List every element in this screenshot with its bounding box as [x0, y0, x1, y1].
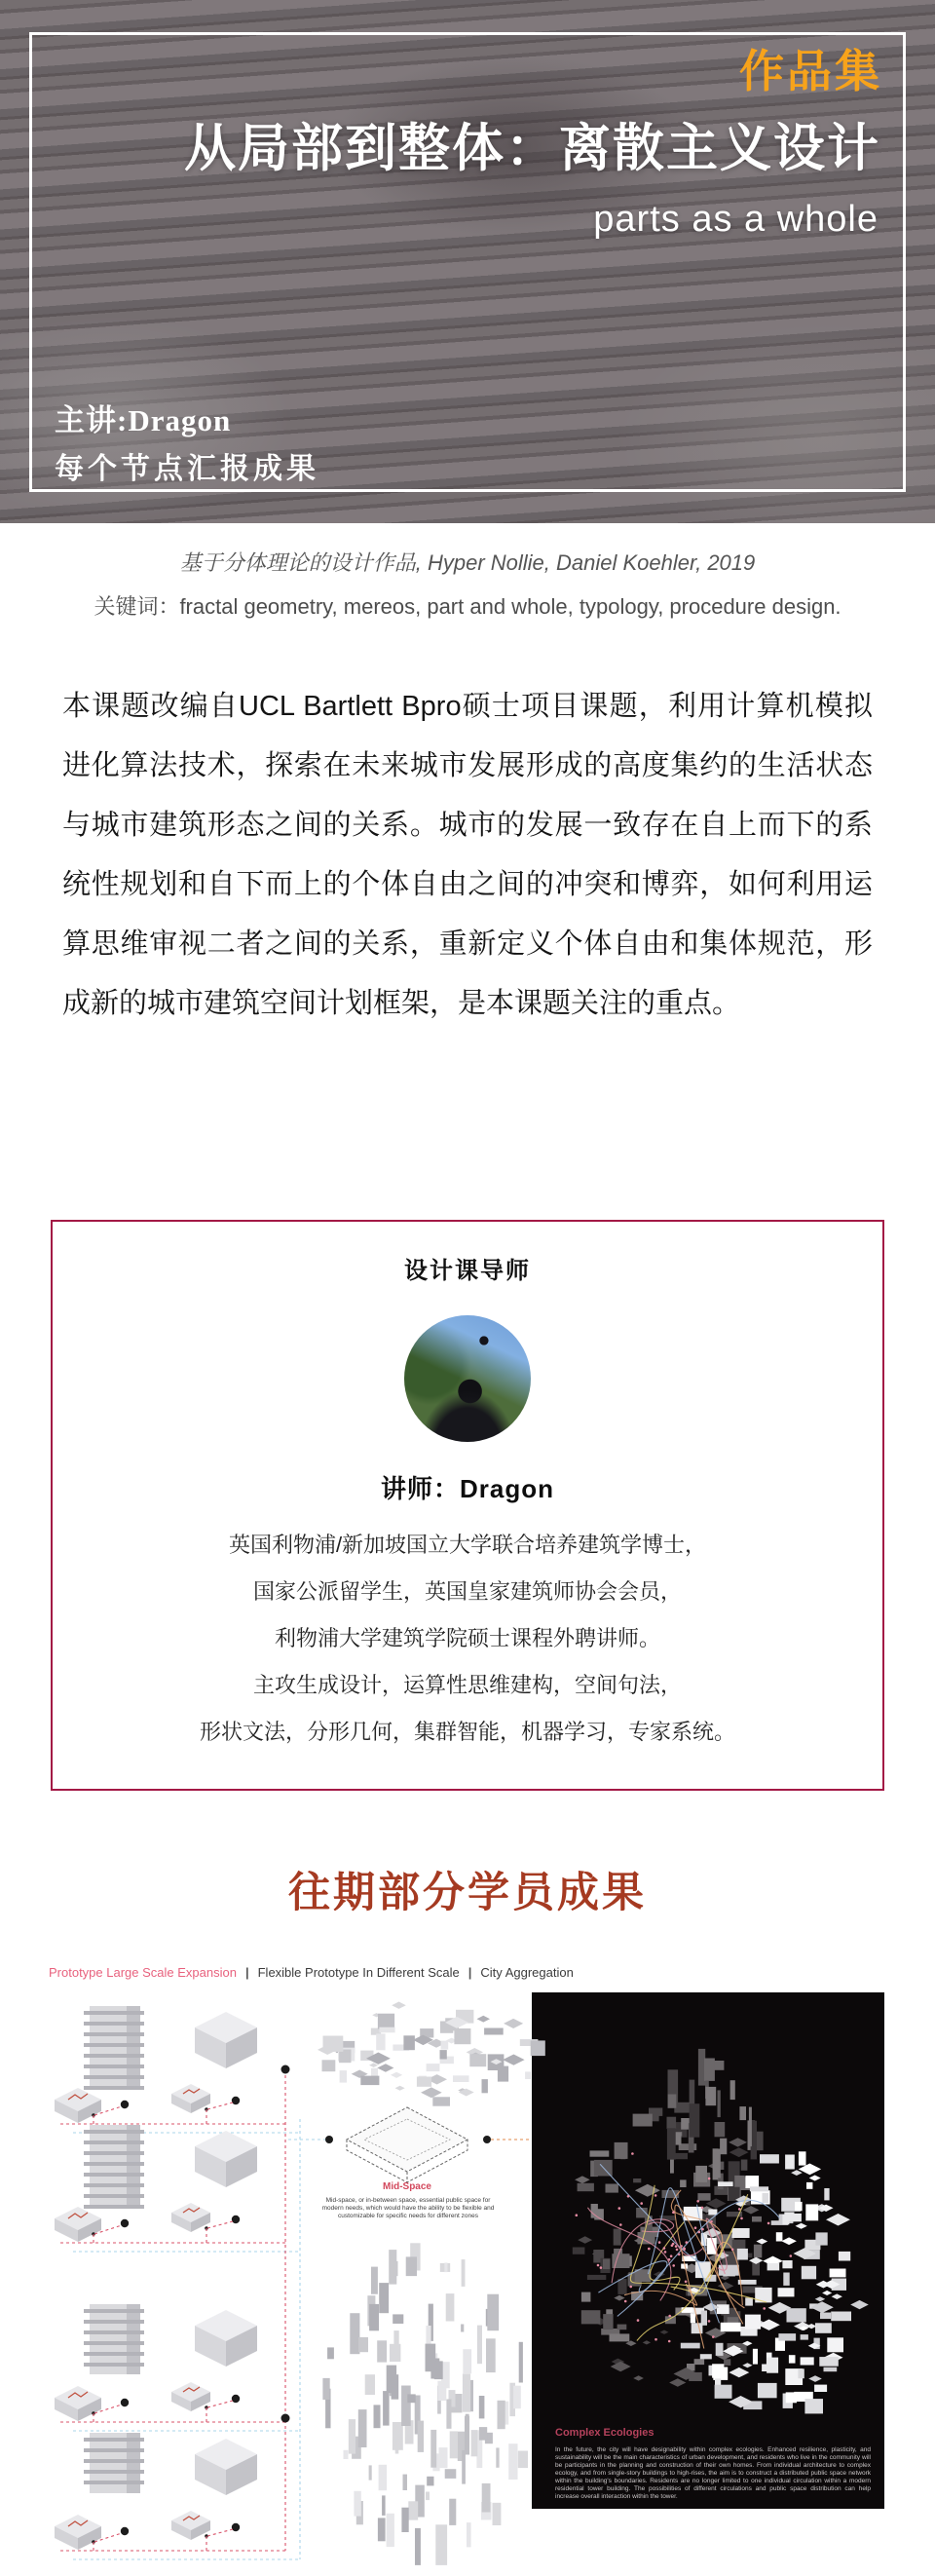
instructor-bio — [72, 1522, 863, 1756]
instructor-name: 讲师：Dragon — [380, 1474, 554, 1503]
hero-image[interactable] — [0, 0, 935, 523]
caption-separator: | — [244, 1965, 249, 1980]
bio-line: 形状文法，分形几何，集群智能，机器学习，专家系统。 — [199, 1720, 735, 1744]
mentor-card — [51, 1220, 884, 1791]
intro-paragraph: 本课题改编自UCL Bartlett Bpro硕士项目课题，利用计算机模拟进化算法技术，探索在未来城市发展形成的高度集约的生活状态与城市建筑形态之间的关系。城市的发展一致存在自上而下的系统性规划和自下而上的个体自由之间的冲突和博弈，如何利用运算思维审视二者之间的关系，重新定义个体自由和集体规范，形成新的城市建筑空间计划框架，是本课题关注的重点。 — [62, 691, 873, 1019]
mentor-card-heading: 设计课导师 — [404, 1258, 531, 1284]
caption-item: Flexible Prototype In Different Scale — [257, 1965, 460, 1980]
instructor-avatar — [404, 1315, 531, 1442]
presenter-line: 主讲:Dragon — [55, 403, 232, 437]
complex-ecologies-description: In the future, the city will have designability within complex ecologies. Enhanced resilience, plasticity, and sustainability will be the main characteristics of urban development, and residents who live in the community will be participants in the planning and construction of their own homes. From individual architecture to complex ecology, and from single-story buildings to high-rises, the aim is to construct a distributed public space network within the building's boundaries. Residents are no longer limited to one individual circulation within a modern residential tower building. The possibilities of different circulations and public space distribution can help increase overall interaction within the tower. — [555, 2446, 871, 2500]
bio-line: 主攻生成设计，运算性思维建构，空间句法， — [252, 1673, 682, 1697]
hero-subtitle: parts as a whole — [593, 199, 879, 240]
figure-caption — [49, 1965, 935, 1981]
bio-line: 利物浦大学建筑学院硕士课程外聘讲师。 — [274, 1626, 660, 1650]
midspace-description: Mid-space, or in-between space, essential public space for modern needs, which would have the ability to be flexible and customizable for specific needs for different zones — [321, 2197, 495, 2219]
complex-ecologies-label: Complex Ecologies — [555, 2427, 654, 2439]
report-note: 每个节点汇报成果 — [55, 453, 319, 485]
portfolio-badge: 作品集 — [739, 46, 882, 96]
hero-title: 从局部到整体：离散主义设计 — [184, 120, 880, 177]
caption-item: City Aggregation — [480, 1965, 574, 1980]
results-figure[interactable] — [0, 1992, 935, 2565]
results-heading: 往期部分学员成果 — [288, 1870, 647, 1916]
midspace-label: Mid-Space — [382, 2181, 431, 2192]
keywords-line: 关键词：fractal geometry, mereos, part and whole, typology, procedure design. — [94, 594, 842, 619]
bio-line: 国家公派留学生，英国皇家建筑师协会会员， — [252, 1579, 682, 1604]
credit-caption: 基于分体理论的设计作品, Hyper Nollie, Daniel Koehler, 2019 — [179, 550, 756, 575]
bio-line: 英国利物浦/新加坡国立大学联合培养建筑学博士， — [228, 1533, 707, 1557]
caption-separator: | — [468, 1965, 472, 1980]
caption-highlight: Prototype Large Scale Expansion — [49, 1965, 237, 1980]
